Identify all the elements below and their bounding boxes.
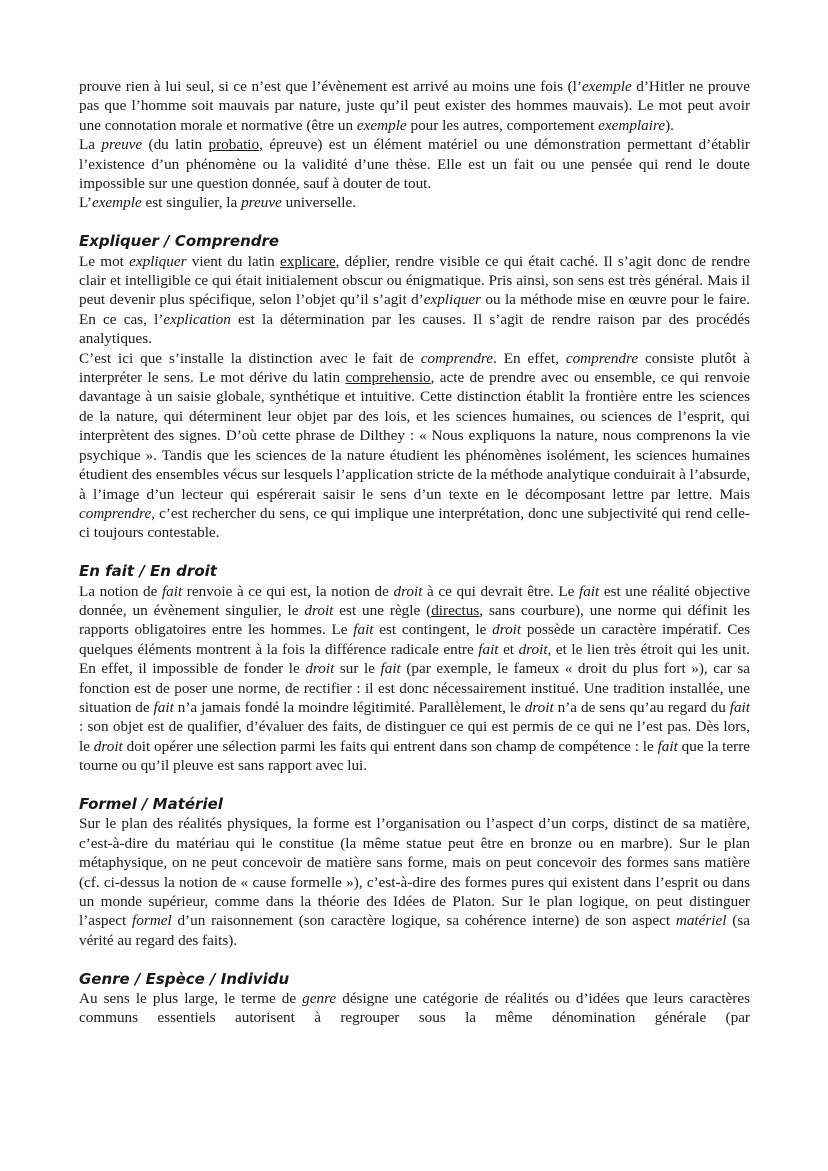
intro-paragraph-conclusion: L’exemple est singulier, la preuve universelle. — [79, 194, 357, 212]
paragraph-formel-materiel: Sur le plan des réalités physiques, la forme est l’organisation ou l’aspect d’un corps, distinct de sa matière, c’est-à-dire du matériau qui le constitue (la même statue peut être en bronze ou en marbre). Sur le plan métaphysique, on ne peut concevoir de matière sans forme, mais on peut concevoir des formes sans matière (cf. ci-dessus la notion de « cause formelle »), c’est-à-dire des formes pures qui existent dans l’esprit ou dans un monde supérieur, comme dans la théorie des Idées de Platon. Sur le plan logique, on peut distinguer l’aspect formel d’un raisonnement (son caractère logique, sa cohérence interne) de son aspect matériel (sa vérité au regard des faits). — [79, 815, 750, 949]
intro-paragraph-exemple: prouve rien à lui seul, si ce n’est que l’évènement est arrivé au moins une fois (l’exemple d’Hitler ne prouve pas que l’homme soit mauvais par nature, juste qu’il peut exister des hommes mauvais). Le mot peut avoir une connotation morale et normative (être un exemple pour les autres, comportement exemplaire). — [79, 78, 750, 134]
section-title-genre-espece-individu: Genre / Espèce / Individu — [79, 969, 290, 988]
section-title-expliquer-comprendre: Expliquer / Comprendre — [79, 232, 280, 251]
paragraph-comprendre: C’est ici que s’installe la distinction avec le fait de comprendre. En effet, comprendre consiste plutôt à interpréter le sens. Le mot dérive du latin comprehensio, acte de prendre avec ou ensemble, ce qui renvoie davantage à un saisie globale, synthétique et intuitive. Cette distinction établit la frontière entre les sciences de la nature, qui déterminent leur objet par des lois, et les sciences humaines, ou sciences de l’esprit, qui interprètent des signes. D’où cette phrase de Dilthey : « Nous expliquons la nature, nous comprenons la vie psychique ». Tandis que les sciences de la nature étudient les phénomènes isolément, les sciences humaines étudient des ensembles vécus sur lesquels l’application stricte de la méthode analytique conduirait à l’absurde, à l’image d’un lecteur qui espérerait saisir le sens d’un texte en le décomposant lettre par lettre. Mais comprendre, c’est rechercher du sens, ce qui implique une interprétation, donc une subjectivité qui rend celle-ci toujours contestable. — [79, 349, 750, 542]
spacer — [79, 776, 750, 795]
section-title-formel-materiel: Formel / Matériel — [79, 794, 223, 813]
spacer — [79, 213, 750, 232]
section-title-en-fait-en-droit: En fait / En droit — [79, 562, 217, 581]
spacer — [79, 950, 750, 969]
paragraph-expliquer: Le mot expliquer vient du latin explicare, déplier, rendre visible ce qui était caché. Il s’agit donc de rendre clair et intelligible ce qui était initialement obscur ou énigmatique. Pris ainsi, son sens est très général. Mais il peut devenir plus spécifique, selon l’objet qu’il s’agit d’expliquer ou la méthode mise en œuvre pour le faire. En ce cas, l’explication est la détermination par les causes. Il s’agit de rendre raison par des procédés analytiques. — [79, 252, 750, 348]
paragraph-genre: Au sens le plus large, le terme de genre désigne une catégorie de réalités ou d’idées que leurs caractères communs essentiels autorisent à regrouper sous la même dénomination générale (par — [79, 990, 750, 1027]
paragraph-fait-droit: La notion de fait renvoie à ce qui est, la notion de droit à ce qui devrait être. Le fait est une réalité objective donnée, un évènement singulier, le droit est une règle (directus, sans courbure), une norme qui définit les rapports obligatoires entre les hommes. Le fait est contingent, le droit possède un caractère impératif. Ces quelques éléments montrent à la fois la différence radicale entre fait et droit, et le lien très étroit qui les unit. En effet, il impossible de fonder le droit sur le fait (par exemple, le fameux « droit du plus fort »), car sa fonction est de poser une norme, de rectifier : il est donc nécessairement institué. Une tradition installée, une situation de fait n’a jamais fondé la moindre légitimité. Parallèlement, le droit n’a de sens qu’au regard du fait : son objet est de qualifier, d’évaluer des faits, de distinguer ce qui est permis de ce qui ne l’est pas. Dès lors, le droit doit opérer une sélection parmi les faits qui entrent dans son champ de compétence : le fait que la terre tourne ou qu’il pleuve est sans rapport avec lui. — [79, 582, 751, 775]
spacer — [79, 543, 750, 562]
intro-paragraph-preuve: La preuve (du latin probatio, épreuve) est un élément matériel ou une démonstration permettant d’établir l’existence d’un phénomène ou la validité d’une thèse. Elle est un fait ou une pensée qui rend le doute impossible sur une question donnée, sauf à douter de tout. — [79, 136, 750, 193]
